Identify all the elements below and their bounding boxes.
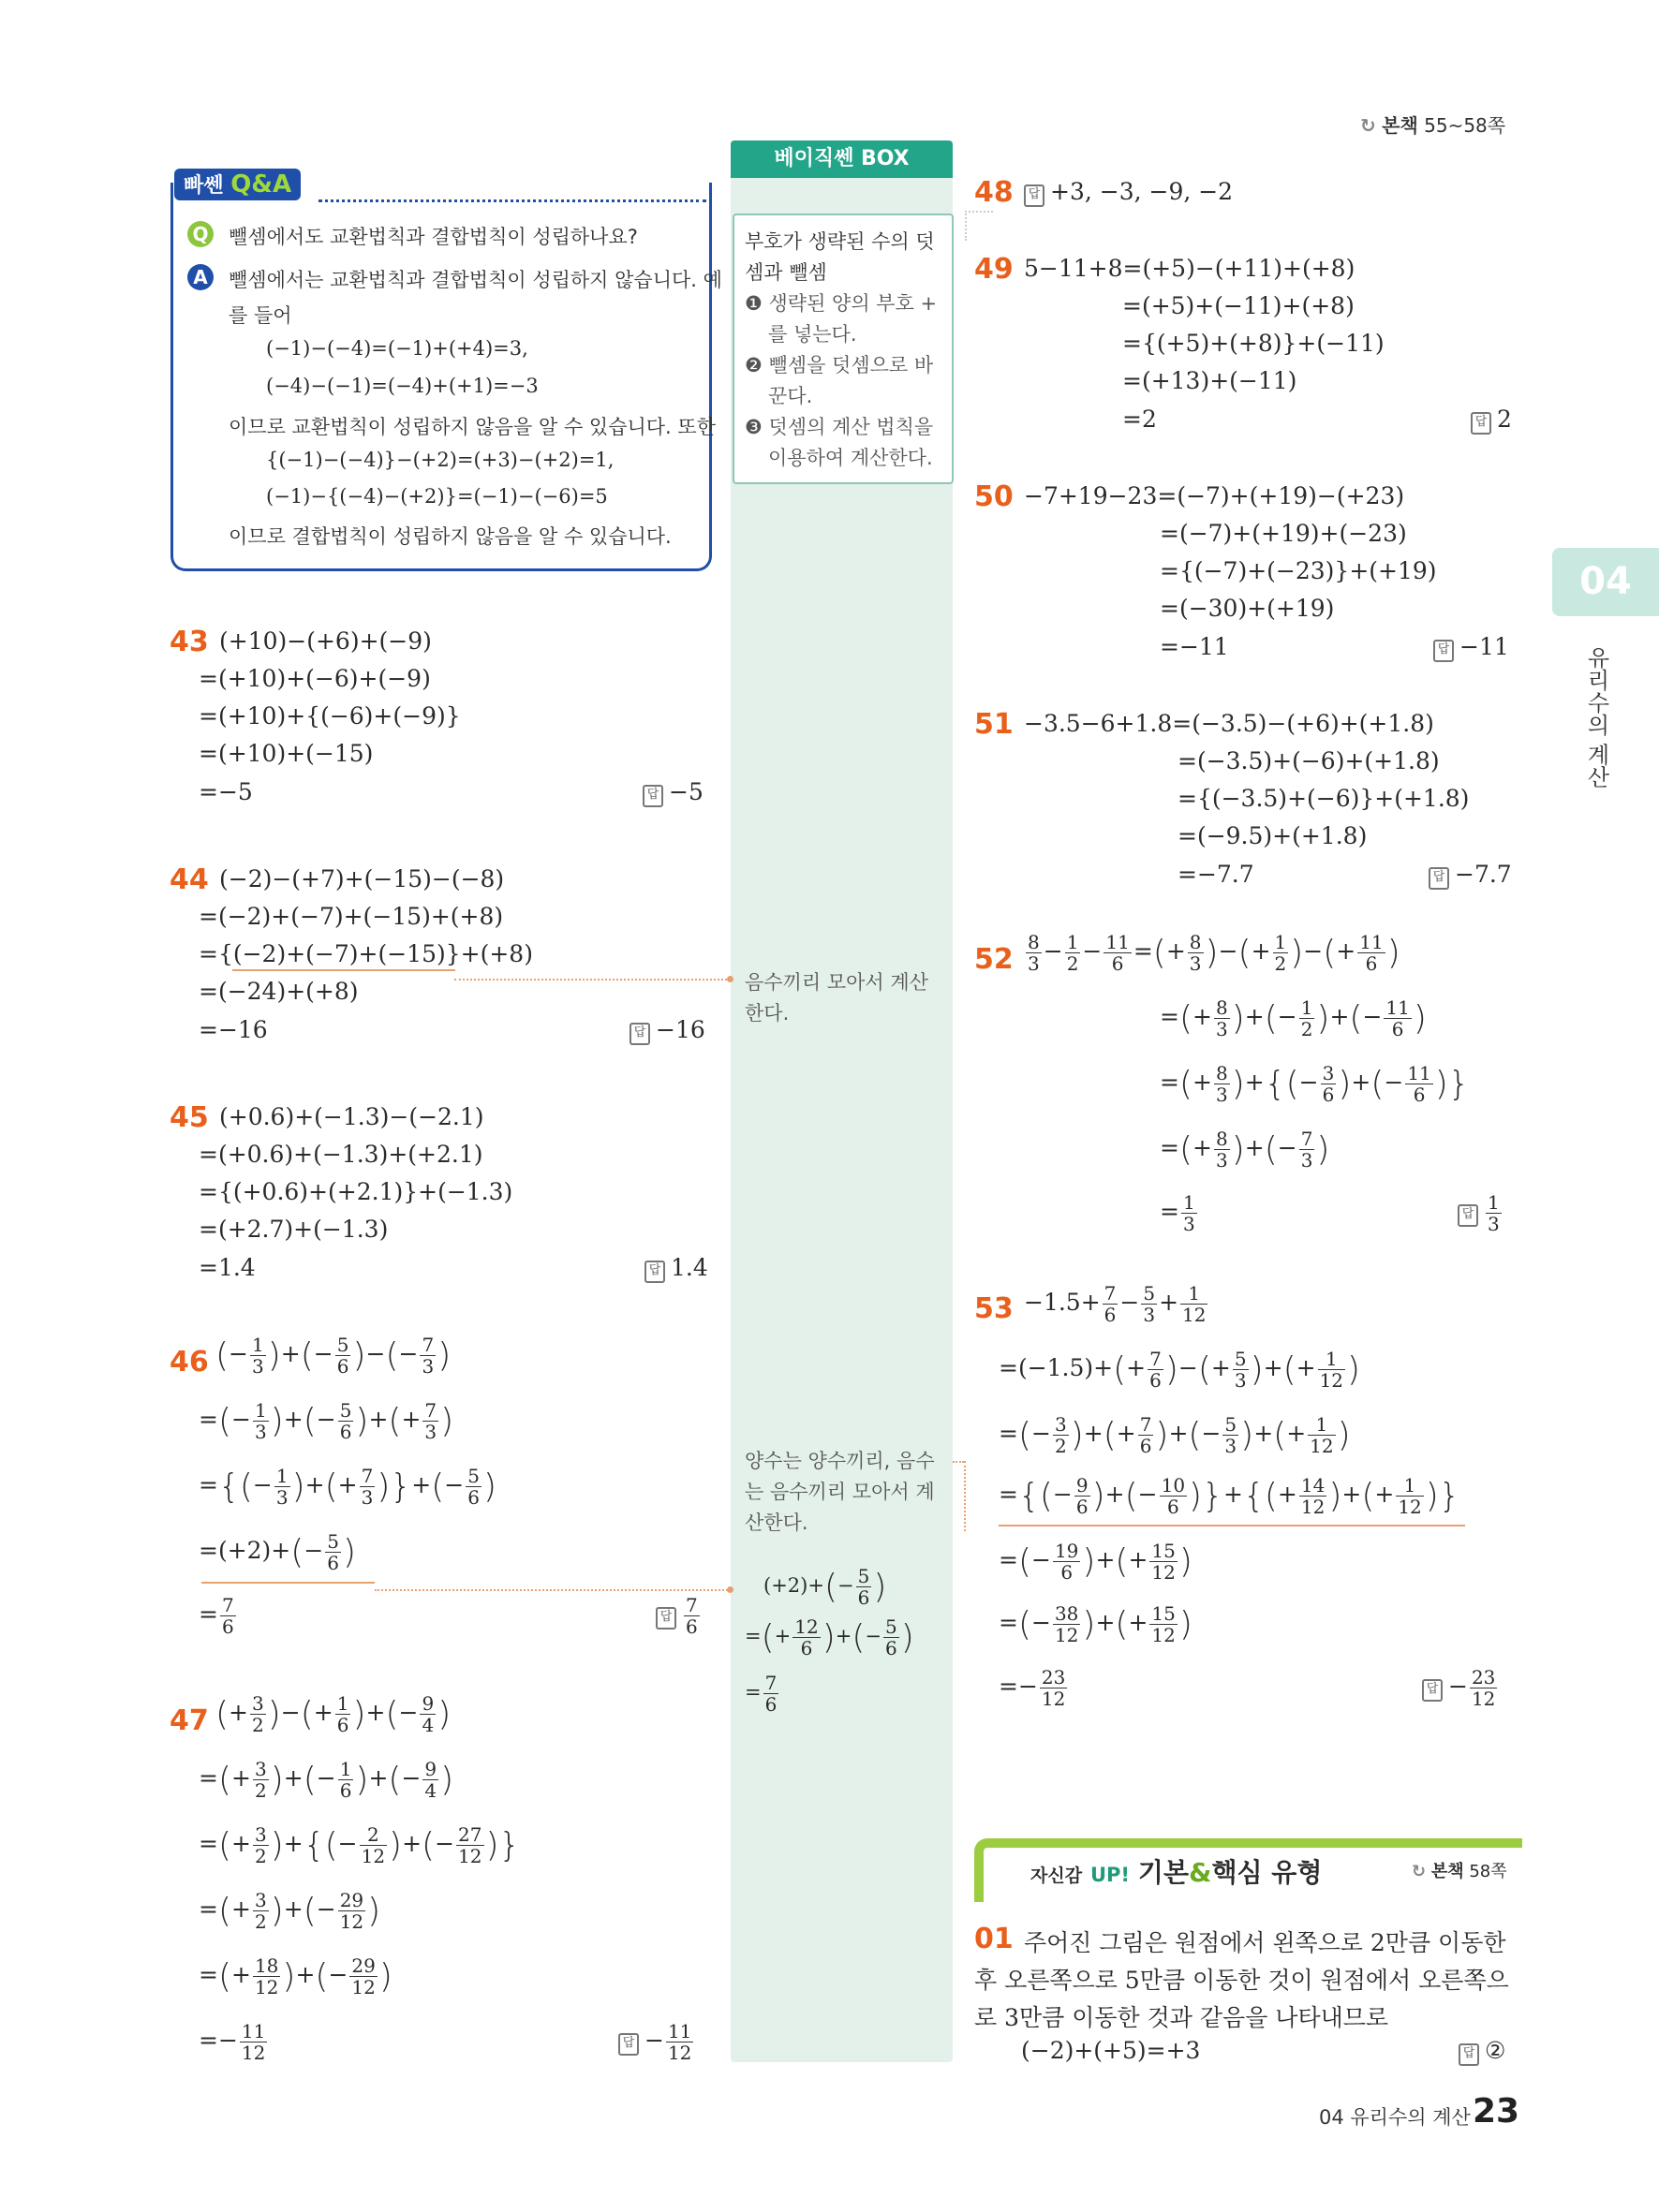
underline-53 [999,1525,1465,1526]
underline-44 [232,969,455,971]
answer-mark-icon: 답 [1024,184,1044,207]
problem-44-number: 44 [170,863,209,896]
refresh-icon: ↻ [1412,1862,1427,1881]
qa-eq2: (−4)−(−1)=(−4)+(+1)=−3 [266,375,539,397]
problem-01-number: 01 [974,1923,1014,1955]
problem-53-answer: 답 − $\frac{23}{12}$ [1422,1667,1499,1709]
problem-49-line4: =(+13)+(−11) [1122,367,1297,394]
qa-eq3: {(−1)−(−4)}−(+2)=(+3)−(+2)=1, [266,449,615,471]
connector-53 [953,1461,964,1463]
problem-52-line5: = $\frac{1}{3}$ [1160,1191,1195,1235]
problem-49-answer: 답 2 [1471,406,1512,435]
answer-mark-icon: 답 [1433,640,1454,662]
problem-46-number: 46 [170,1346,209,1379]
problem-43-line4: =(+10)+(−15) [199,740,374,767]
problem-49-line2: =(+5)+(−11)+(+8) [1122,292,1355,319]
problem-46-line5: = $\frac{7}{6}$ [199,1594,234,1638]
problem-47-line1: (+ $\frac{3}{2}$ )−(+ $\frac{1}{6}$ )+(− $\frac{9}{4}$ ) [215,1692,452,1736]
problem-44-line2: =(−2)+(−7)+(−15)+(+8) [199,903,504,930]
problem-43-line5: =−5 [199,778,253,805]
note-group-3: 산한다. [745,1512,808,1534]
basic-box-step3a: ❸ 덧셈의 계산 법칙을 [745,416,934,438]
problem-53-line5: =(− $\frac{19}{6}$ )+(+ $\frac{15}{12}$ ) [999,1540,1192,1584]
problem-53-line6: =(− $\frac{38}{12}$ )+(+ $\frac{15}{12}$ ) [999,1602,1192,1646]
problem-01-line2: 후 오른쪽으로 5만큼 이동한 것이 원점에서 오른쪽으 [974,1967,1509,1994]
basic-box-title: 베이직쎈 BOX [731,140,953,178]
chapter-tab: 04 [1552,548,1659,616]
problem-50-line1: −7+19−23=(−7)+(+19)−(+23) [1024,482,1405,509]
problem-51-line3: ={(−3.5)+(−6)}+(+1.8) [1178,785,1470,812]
note-calc-2: =(+ $\frac{12}{6}$ )+(− $\frac{5}{6}$ ) [745,1615,914,1659]
answer-mark-icon: 답 [1459,2043,1479,2066]
qa-answer-line3: 이므로 교환법칙이 성립하지 않음을 알 수 있습니다. 또한 [229,416,716,438]
problem-01-answer: 답 ② [1459,2037,1505,2066]
problem-45-answer: 답 1.4 [644,1254,708,1283]
connector-dot-2 [727,1586,733,1593]
note-group-2: 는 음수끼리 모아서 계 [745,1481,935,1503]
problem-47-line4: =(+ $\frac{3}{2}$ )+(− $\frac{29}{12}$ ) [199,1889,381,1933]
book-ref [1360,111,1505,138]
answer-mark-icon: 답 [630,1023,650,1045]
qa-answer-line1: 뺄셈에서는 교환법칙과 결합법칙이 성립하지 않습니다. 예 [229,269,722,291]
connector-46 [375,1589,731,1591]
problem-47-line5: =(+ $\frac{18}{12}$ )+(− $\frac{29}{12}$ ) [199,1954,393,1998]
problem-46-answer: 답 $\frac{7}{6}$ [656,1595,702,1637]
problem-48-number: 48 [974,176,1014,209]
problem-44-line5: =−16 [199,1016,268,1043]
problem-50-line4: =(−30)+(+19) [1160,595,1335,622]
q-icon: Q [187,221,214,247]
problem-49-line1: 5−11+8=(+5)−(+11)+(+8) [1024,255,1355,282]
problem-46-line3: ={(− $\frac{1}{3}$ )+(+ $\frac{7}{3}$ )}+(− $\frac{5}{6}$ ) [199,1465,497,1509]
problem-45-number: 45 [170,1101,209,1134]
problem-44-line4: =(−24)+(+8) [199,978,359,1005]
problem-53-line2: =(−1.5)+(+ $\frac{7}{6}$ )−(+ $\frac{5}{3}$ )+(+ $\frac{1}{12}$ ) [999,1348,1361,1392]
ref-pages: 55~58쪽 [1424,114,1506,137]
problem-47-line2: =(+ $\frac{3}{2}$ )+(− $\frac{1}{6}$ )+(− $\frac{9}{4}$ ) [199,1758,454,1802]
basic-box-step2b: 꾼다. [768,385,813,407]
problem-50-line5: =−11 [1160,633,1229,660]
problem-49-line3: ={(+5)+(+8)}+(−11) [1122,330,1385,357]
problem-45-line4: =(+2.7)+(−1.3) [199,1216,389,1243]
basic-box-heading1: 부호가 생략된 수의 덧 [745,230,935,253]
problem-53-line7: =− $\frac{23}{12}$ [999,1666,1066,1710]
problem-44-line3: ={(−2)+(−7)+(−15)}+(+8) [199,940,533,967]
qa-answer-line4: 이므로 결합법칙이 성립하지 않음을 알 수 있습니다. [229,525,672,548]
underline-46 [201,1582,375,1584]
problem-53-line4: ={(− $\frac{9}{6}$ )+(− $\frac{10}{6}$ )}+{(+ $\frac{14}{12}$ )+(+ $\frac{1}{12}$ )} [999,1474,1460,1518]
section-ref: ↻ 본책 58쪽 [1412,1862,1507,1881]
problem-51-line1: −3.5−6+1.8=(−3.5)−(+6)+(+1.8) [1024,710,1434,737]
problem-50-line3: ={(−7)+(−23)}+(+19) [1160,557,1437,584]
problem-53-line1: −1.5+ $\frac{7}{6}$ − $\frac{5}{3}$ + $\frac{1}{12}$ [1024,1282,1207,1326]
problem-51-line5: =−7.7 [1178,861,1254,888]
qa-question: 뺄셈에서도 교환법칙과 결합법칙이 성립하나요? [229,226,638,248]
note-group: 양수는 양수끼리, 음수 [745,1450,935,1472]
note-negatives-2: 한다. [745,1002,790,1025]
problem-51-number: 51 [974,708,1014,741]
problem-47-number: 47 [170,1704,209,1737]
problem-52-line2: =(+ $\frac{8}{3}$ )+(− $\frac{1}{2}$ )+(− $\frac{11}{6}$ ) [1160,996,1427,1040]
problem-53-line3: =(− $\frac{3}{2}$ )+(+ $\frac{7}{6}$ )+(− $\frac{5}{3}$ )+(+ $\frac{1}{12}$ ) [999,1413,1351,1457]
problem-52-answer: 답 $\frac{1}{3}$ [1458,1192,1503,1234]
problem-47-answer: 답 − $\frac{11}{12}$ [618,2021,695,2063]
answer-mark-icon: 답 [1458,1204,1478,1227]
problem-46-line4: =(+2)+(− $\frac{5}{6}$ ) [199,1530,357,1574]
problem-45-line3: ={(+0.6)+(+2.1)}+(−1.3) [199,1178,513,1205]
problem-47-line3: =(+ $\frac{3}{2}$ )+{(− $\frac{2}{12}$ )+(− $\frac{27}{12}$ )} [199,1823,521,1867]
refresh-icon: ↻ [1360,114,1376,137]
connector-44 [454,979,731,981]
connector-dot [727,976,733,982]
basic-box-step2a: ❷ 뺄셈을 덧셈으로 바 [745,354,934,376]
answer-mark-icon: 답 [1422,1679,1443,1702]
answer-mark-icon: 답 [618,2033,639,2056]
qa-eq4: (−1)−{(−4)−(+2)}=(−1)−(−6)=5 [266,485,608,508]
problem-50-number: 50 [974,480,1014,513]
problem-01-line1: 주어진 그림은 원점에서 왼쪽으로 2만큼 이동한 [1024,1929,1506,1956]
problem-53-number: 53 [974,1292,1014,1325]
qa-eq1: (−1)−(−4)=(−1)+(+4)=3, [266,337,528,360]
answer-mark-icon: 답 [1471,412,1491,435]
problem-52-line3: =(+ $\frac{8}{3}$ )+{(− $\frac{3}{6}$ )+(− $\frac{11}{6}$ )} [1160,1062,1470,1106]
problem-51-line2: =(−3.5)+(−6)+(+1.8) [1178,747,1440,774]
problem-45-line2: =(+0.6)+(−1.3)+(+2.1) [199,1141,483,1168]
problem-48-answer: 답 +3, −3, −9, −2 [1024,178,1233,207]
problem-43-line1: (+10)−(+6)+(−9) [219,627,432,655]
problem-01-line3: 로 3만큼 이동한 것과 같음을 나타내므로 [974,2004,1389,2031]
problem-52-number: 52 [974,943,1014,976]
connector-48 [965,211,993,241]
basic-box-step1b: 를 넣는다. [768,323,857,346]
problem-46-line2: =(− $\frac{1}{3}$ )+(− $\frac{5}{6}$ )+(+ $\frac{7}{3}$ ) [199,1399,454,1443]
qa-title: 빠쎈 Q&A [174,169,301,200]
ref-label: 본책 [1382,114,1418,137]
note-calc-3: = $\frac{7}{6}$ [745,1672,778,1716]
problem-50-answer: 답 −11 [1433,633,1509,662]
problem-43-answer: 답 −5 [643,778,704,807]
basic-box-step3b: 이용하여 계산한다. [768,447,933,469]
note-negatives: 음수끼리 모아서 계산 [745,971,928,994]
qa-answer-line2: 를 들어 [229,304,292,327]
problem-52-line4: =(+ $\frac{8}{3}$ )+(− $\frac{7}{3}$ ) [1160,1128,1330,1172]
problem-45-line5: =1.4 [199,1254,256,1281]
problem-43-line3: =(+10)+{(−6)+(−9)} [199,702,461,730]
problem-44-answer: 답 −16 [630,1016,705,1045]
problem-01-eq: (−2)+(+5)=+3 [1021,2037,1201,2064]
problem-49-number: 49 [974,253,1014,286]
problem-51-answer: 답 −7.7 [1429,861,1512,890]
footer-chapter: 04 유리수의 계산 [1319,2106,1471,2129]
problem-51-line4: =(−9.5)+(+1.8) [1178,822,1368,849]
problem-43-number: 43 [170,626,209,658]
chapter-title-vertical: 유리수의 계산 [1583,646,1609,789]
problem-45-line1: (+0.6)+(−1.3)−(−2.1) [219,1103,484,1130]
problem-46-line1: (− $\frac{1}{3}$ )+(− $\frac{5}{6}$ )−(− $\frac{7}{3}$ ) [215,1334,452,1378]
basic-box-step1a: ❶ 생략된 양의 부호 + [745,292,938,315]
problem-44-line1: (−2)−(+7)+(−15)−(−8) [219,865,505,892]
problem-49-line5: =2 [1122,406,1157,433]
answer-mark-icon: 답 [644,1261,665,1283]
problem-43-line2: =(+10)+(−6)+(−9) [199,665,431,692]
basic-box-heading2: 셈과 뺄셈 [745,261,827,284]
problem-47-line6: =− $\frac{11}{12}$ [199,2020,266,2064]
connector-53-v [964,1461,966,1531]
problem-52-line1: $\frac{8}{3}$ − $\frac{1}{2}$ − $\frac{11}{6}$ =(+ $\frac{8}{3}$ )−(+ $\frac{1}{2}$ )−(+ $\frac{11}{6}$ ) [1028,931,1400,975]
answer-mark-icon: 답 [643,785,663,807]
section-title: 자신감 UP! 기본&핵심 유형 [1030,1857,1323,1888]
answer-mark-icon: 답 [656,1607,676,1630]
problem-50-line2: =(−7)+(+19)+(−23) [1160,520,1407,547]
answer-mark-icon: 답 [1429,867,1449,890]
page-number: 23 [1473,2092,1520,2131]
note-calc: (+2)+(− $\frac{5}{6}$ ) [763,1565,887,1609]
a-icon: A [187,264,214,290]
